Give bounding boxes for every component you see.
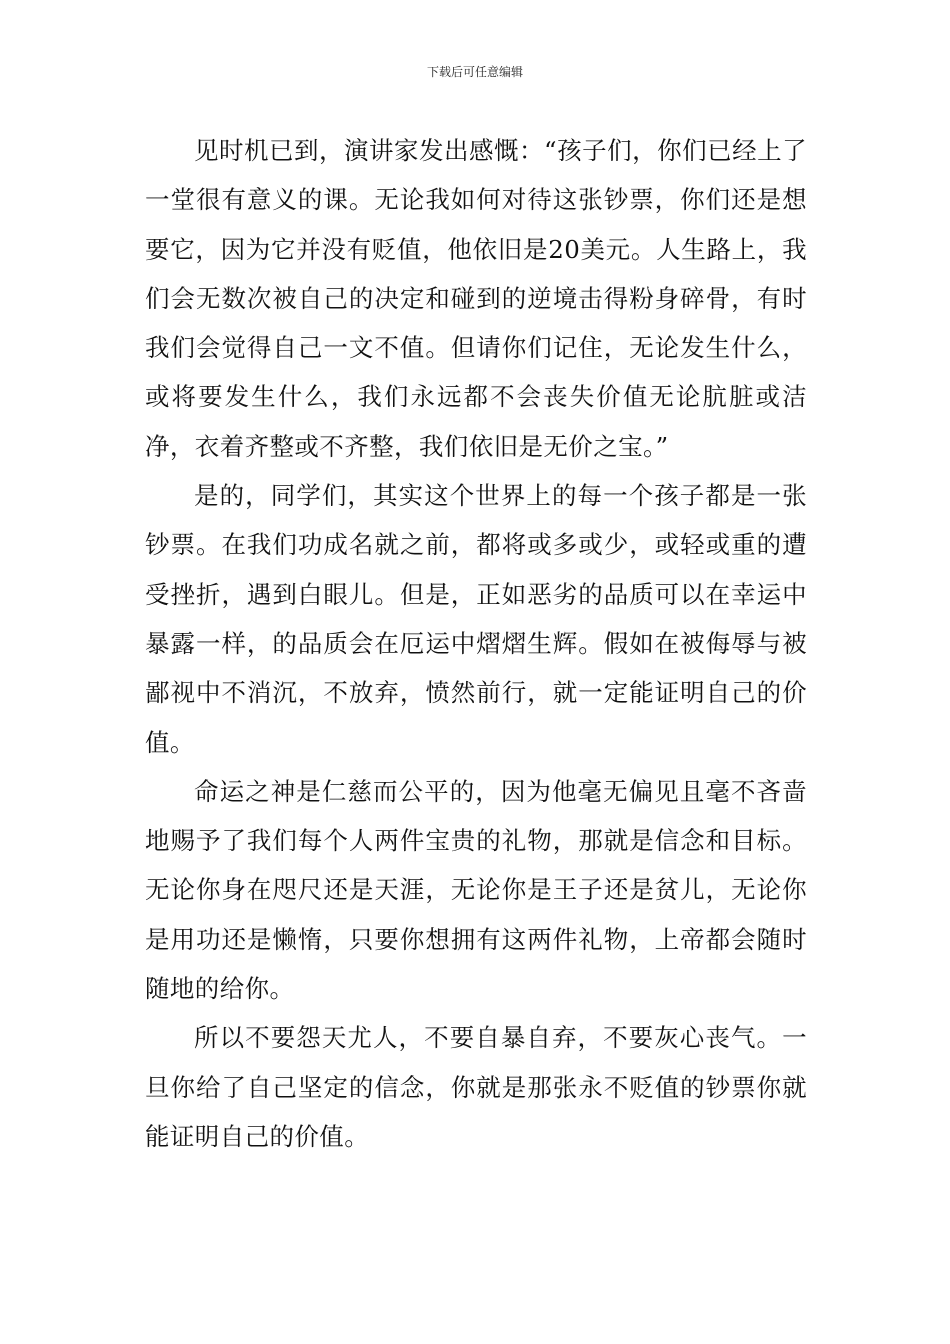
paragraph-3: 命运之神是仁慈而公平的，因为他毫无偏见且毫不吝啬地赐予了我们每个人两件宝贵的礼物，那就是信念和目标。无论你身在咫尺还是天涯，无论你是王子还是贫儿，无论你是用功还是懒惰，只要你想拥有这两件礼物，上帝都会随时随地的给你。: [145, 776, 807, 1004]
paragraph-2: 是的，同学们，其实这个世界上的每一个孩子都是一张钞票。在我们功成名就之前，都将或多或少，或轻或重的遭受挫折，遇到白眼儿。但是，正如恶劣的品质可以在幸运中暴露一样，的品质会在厄运中熠熠生辉。假如在被侮辱与被鄙视中不消沉，不放弃，愤然前行，就一定能证明自己的价值。: [145, 481, 807, 757]
paragraph-1: 见时机已到，演讲家发出感慨：“孩子们，你们已经上了一堂很有意义的课。无论我如何对待这张钞票，你们还是想要它，因为它并没有贬值，他依旧是20美元。人生路上，我们会无数次被自己的决定和碰到的逆境击得粉身碎骨，有时我们会觉得自己一文不值。但请你们记住，无论发生什么，或将要发生什么，我们永远都不会丧失价值无论肮脏或洁净，衣着齐整或不齐整，我们依旧是无价之宝。”: [145, 136, 807, 461]
page-header-note: 下载后可任意编辑: [426, 65, 523, 79]
document-body: [145, 126, 807, 1161]
paragraph-4: 所以不要怨天尤人，不要自暴自弃，不要灰心丧气。一旦你给了自己坚定的信念，你就是那张永不贬值的钞票你就能证明自己的价值。: [145, 1023, 807, 1151]
